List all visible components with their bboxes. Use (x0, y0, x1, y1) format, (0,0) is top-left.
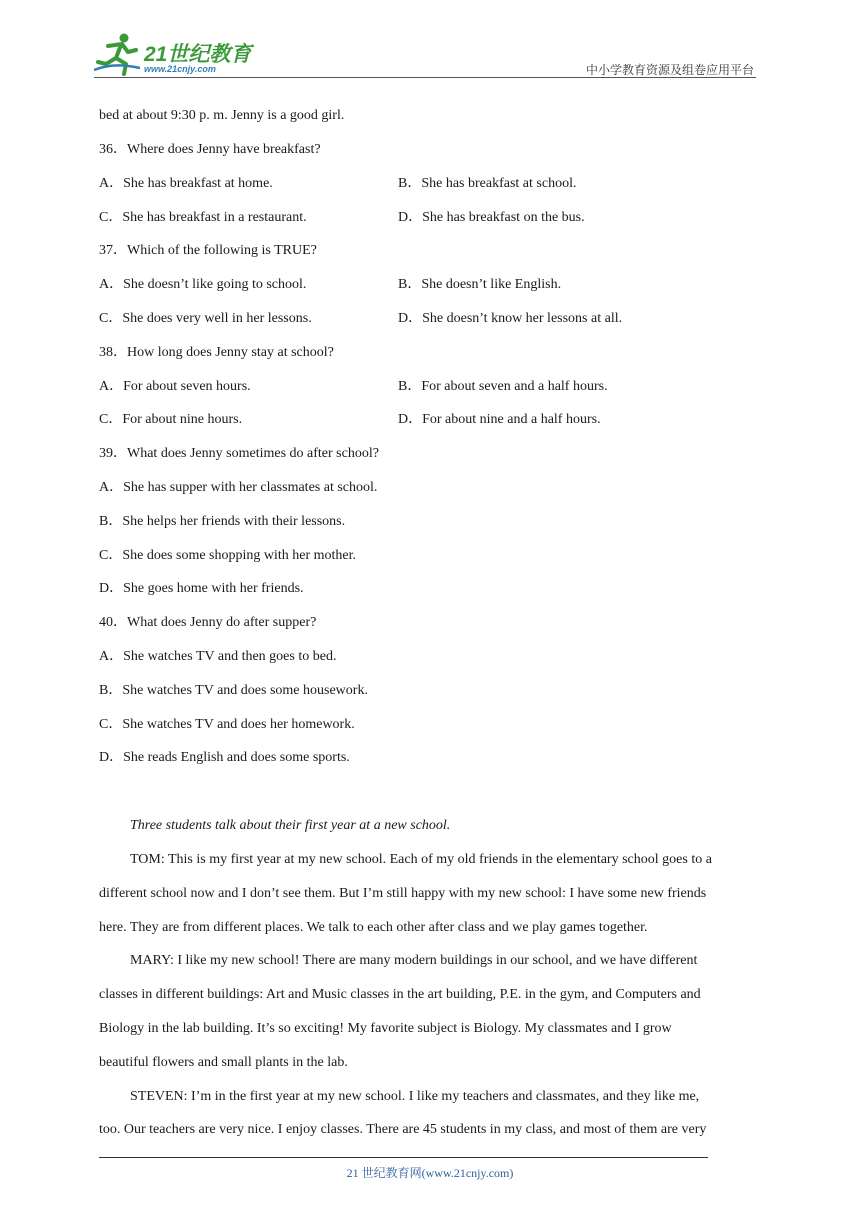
option-b: B．She helps her friends with their lessons. (99, 514, 346, 529)
passage-line: TOM: This is my first year at my new school. Each of my old friends in the elementary school goes to a (130, 852, 712, 867)
header-divider (94, 77, 756, 78)
logo-url: www.21cnjy.com (144, 64, 216, 74)
option-b: B．She doesn’t like English. (398, 277, 562, 292)
question-stem: 39．What does Jenny sometimes do after school? (99, 446, 379, 461)
logo (94, 32, 264, 80)
passage-line: too. Our teachers are very nice. I enjoy classes. There are 45 students in my class, and most of them are very (99, 1122, 707, 1137)
logo-text: 21世纪教育 (144, 43, 252, 66)
question-stem: 37．Which of the following is TRUE? (99, 243, 317, 258)
option-b: B．She watches TV and does some housework. (99, 683, 368, 698)
option-d: D．She goes home with her friends. (99, 581, 304, 596)
option-d: D．For about nine and a half hours. (398, 412, 601, 427)
footer-divider (99, 1157, 708, 1158)
option-d: D．She reads English and does some sports. (99, 750, 350, 765)
question-stem: 36．Where does Jenny have breakfast? (99, 142, 321, 157)
option-a: A．She doesn’t like going to school. (99, 277, 307, 292)
option-c: C．She has breakfast in a restaurant. (99, 210, 307, 225)
question-stem: 40．What does Jenny do after supper? (99, 615, 317, 630)
passage-line: STEVEN: I’m in the first year at my new school. I like my teachers and classmates, and they like me, (130, 1089, 700, 1104)
question-stem: 38．How long does Jenny stay at school? (99, 345, 334, 360)
passage-title: Three students talk about their first year at a new school. (130, 818, 451, 833)
runner-logo-icon (94, 32, 142, 76)
passage-line: different school now and I don’t see them. But I’m still happy with my new school: I have some new friends (99, 886, 707, 901)
header-tagline: 中小学教育资源及组卷应用平台 (585, 63, 754, 77)
option-a: A．For about seven hours. (99, 379, 251, 394)
option-d: D．She has breakfast on the bus. (398, 210, 585, 225)
option-c: C．She does very well in her lessons. (99, 311, 312, 326)
intro-tail: bed at about 9:30 p. m. Jenny is a good girl. (99, 108, 345, 123)
option-d: D．She doesn’t know her lessons at all. (398, 311, 623, 326)
passage-line: here. They are from different places. We talk to each other after class and we play games together. (99, 920, 648, 935)
option-a: A．She has supper with her classmates at school. (99, 480, 378, 495)
option-c: C．For about nine hours. (99, 412, 243, 427)
page-header (0, 0, 860, 80)
option-b: B．She has breakfast at school. (398, 176, 577, 191)
option-b: B．For about seven and a half hours. (398, 379, 608, 394)
option-c: C．She does some shopping with her mother. (99, 548, 357, 563)
passage-line: Biology in the lab building. It’s so exciting! My favorite subject is Biology. My classmates and I grow (99, 1021, 672, 1036)
option-c: C．She watches TV and does her homework. (99, 717, 355, 732)
passage-line: beautiful flowers and small plants in the lab. (99, 1055, 348, 1070)
option-a: A．She watches TV and then goes to bed. (99, 649, 337, 664)
passage-line: classes in different buildings: Art and Music classes in the art building, P.E. in the gym, and Computers and (99, 987, 701, 1002)
passage-line: MARY: I like my new school! There are many modern buildings in our school, and we have different (130, 953, 698, 968)
page-footer: 21 世纪教育网(www.21cnjy.com) (346, 1166, 514, 1180)
option-a: A．She has breakfast at home. (99, 176, 273, 191)
